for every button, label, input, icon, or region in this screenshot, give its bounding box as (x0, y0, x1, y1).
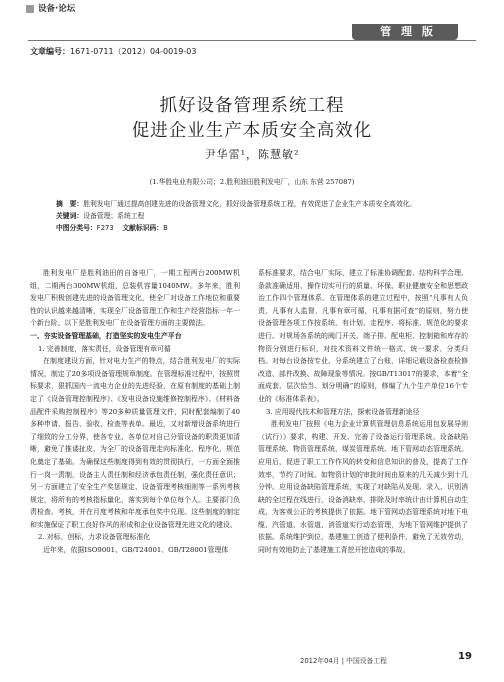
clc-value: F273 (96, 224, 114, 232)
title-line-2: 促进企业生产本质安全高效化 (131, 121, 373, 141)
body-paragraph: 胜利发电厂是胜利油田的自备电厂，一期工程两台200MW机组，二期两台300MW机组，总装机容量1040MW。多年来，胜利发电厂积极创建先进的设备管理文化，使全厂对设备工作地位和重要性的认识越来越清晰，实现全厂设备管理工作和生产经营指标一年一个新台阶。以下是胜利发电厂在设备管理方面的主要做法。 (30, 269, 240, 328)
authors: 尹华雷¹，陈慧敏² (204, 148, 300, 161)
body-paragraph: 胜利发电厂按照《电力企业计算机管理信息系统运用包发展导则（试行）》要求，构建、开发、完善了设备运行管理系统、设备缺陷管理系统、物资管理系统、煤炭管理系统、地下管网动态管理系统。应用后，促进了职工工作作风的转变和信息知识的普及，提高了工作效率，节约了时间。如物资计划的审批时间由原来的几天减少到十几分钟。应用设备缺陷管理系统，实现了对缺陷从发现、录入、识别消缺的全过程在线进行，设备消缺率、排除及时率统计由计算机自动生成，为客观公正的考核提供了依据。地下管网动态管理系统对地下电缆、汽管道、水管道、消管道实行动态管理，为地下管网维护提供了依据。系统维护到位、基建施工创造了便利条件，避免了无效劳动，同时有效地防止了基建施工背挖开挖造成的事故。 (258, 420, 468, 555)
doc-code-value: B (163, 224, 168, 232)
abstract-block (56, 198, 456, 234)
page-number: 19 (458, 651, 472, 662)
keywords (56, 210, 456, 222)
subsection-heading: 3. 应用现代技术和管理方法，探索设备管理新途径 (266, 407, 420, 416)
subsection-heading: 1. 完善制度，落实责任，设备管理有章可循 (38, 344, 171, 353)
title-line-1: 抓好设备管理系统工程 (159, 96, 345, 116)
page-header (0, 0, 504, 26)
keywords-text: 设备管理；系统工程 (83, 212, 145, 220)
body-paragraph: 在制度建设方面，针对电力生产的特点，结合胜利发电厂的实际情况，制定了20多项设备管理规章制度。在管理标准过程中，按照贯标要求，狠抓国内一流电力企业的先进经验，在原有制度的基础上制定了《设备管理控制程序》、《发电设备设施维修控制程序》、《材料备品配件采购控制程序》等20多种质量管理文件，同时配套编制了40多种申请、报告、验收、检查等表单。最近，又对新增设备系统进行了细致的分工分界，使各专业、各单位对自己分管设备的职责更加清晰，避免了推诿扯皮，为全厂的设备管理走向标准化、程序化、规范化奠定了基础。为确保这些制度得到有效的贯彻执行，一方面全面推行一岗一责制，设备主人责任制和经济承包责任制，强化责任意识；另一方面建立了安全生产奖惩规定、设备管理考核细则等一系列考核规定，将所有的考核指标量化，落实到每个单位每个人。主要部门负责检查、考核，并在月度考核和年度承包奖中兑现。这些制度的制定和实施保证了职工良好作风的形成和企业设备管理先进文化的建设。 (30, 357, 240, 529)
article-number (30, 46, 196, 57)
section-label: 设备·论坛 (38, 4, 76, 14)
affiliation: (1.华胜电业有限公司；2.胜利油田胜利发电厂，山东 东营 257087) (149, 178, 355, 186)
section-heading: 一、夯实设备管理基础，打造坚实的发电生产平台 (30, 331, 182, 340)
section-tab: 管 理 版 (380, 25, 436, 38)
body-paragraph: 系标准要求，结合电厂实际，建立了标准协调配套、结构科学合理、条款准确适用、操作切实可行的质量、环保、职业健康安全和思想政治工作四个管理体系。在管理体系的建立过程中，按照“凡事有人负责，凡事有人监督，凡事有章可循，凡事有据可查”的原则，努力使设备管理各项工作按系统、有计划、走程序、将标准、规范化的要求进行。对规场各系统的阀门开关、端子排、配电柜、控制箱和库存的物资分别进行标识，对技术资料文件统一格式、统一要求、分类归档。对每台设备按专业、分系统建立了台账，详细记载设备检查检修改造、部件改换、故障现象等情况。按GB/T13017的要求，本着“全面成套、层次恰当、划分明确”的原则，修编了九个生产单位16个专业的《标准体系表》。 (258, 269, 468, 403)
right-column (258, 267, 468, 557)
keywords-label: 关键词： (56, 212, 84, 220)
classification (56, 222, 456, 234)
abstract-text: 胜利发电厂通过提高创建先进的设备管理文化，抓好设备管理系统工程，有效促进了企业生产本质安全高效化。 (83, 200, 417, 208)
abstract-label: 摘 要： (56, 200, 84, 208)
body-paragraph: 近年来，依据ISO9001、GB/T24001、GB/T28001管理体 (43, 546, 229, 555)
section-marker-icon (26, 5, 34, 13)
clc-label: 中图分类号： (56, 224, 97, 232)
abstract (56, 198, 456, 210)
article-number-label: 文章编号： (30, 47, 70, 56)
article-number-value: 1671-0711（2012）04-0019-03 (70, 47, 197, 56)
footer-journal: 2012年04月 | 中国设备工程 (300, 657, 387, 665)
left-column (30, 267, 240, 557)
doc-code-label: 文献标识码： (122, 224, 164, 232)
subsection-heading: 2. 对标、创标，力求设备管理标准化 (38, 533, 151, 542)
header-divider (28, 40, 476, 41)
